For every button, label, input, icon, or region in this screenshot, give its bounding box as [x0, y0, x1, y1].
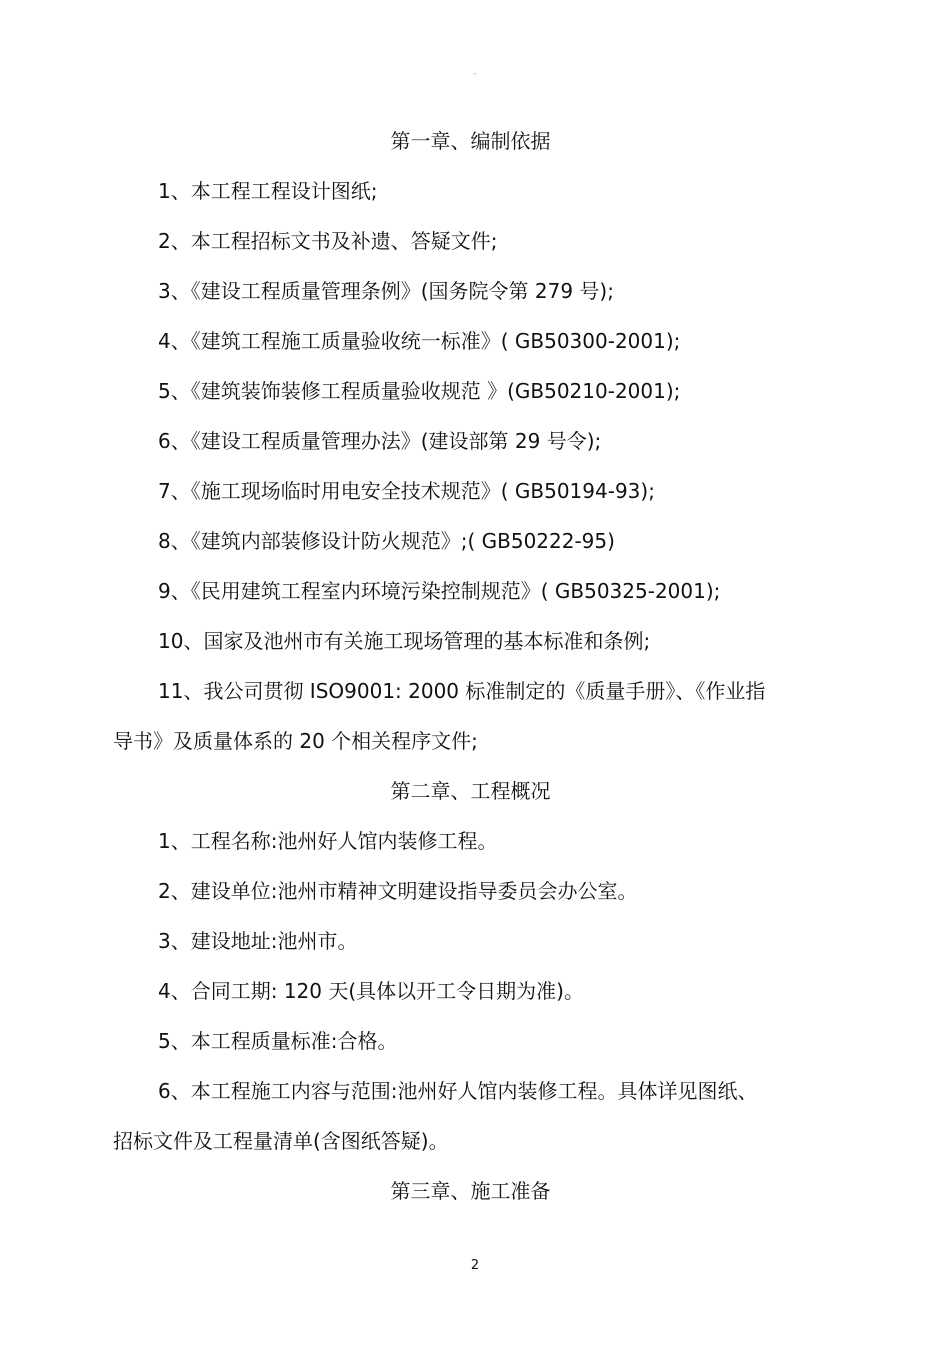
chapter-2-item-1: 1、工程名称:池州好人馆内装修工程。	[158, 829, 498, 853]
chapter-1-item-1: 1、本工程工程设计图纸;	[158, 179, 378, 203]
chapter-2-item-4: 4、合同工期: 120 天(具体以开工令日期为准)。	[158, 979, 584, 1003]
chapter-1-item-6: 6、《建设工程质量管理办法》(建设部第 29 号令);	[158, 429, 602, 453]
chapter-2-item-6: 6、本工程施工内容与范围:池州好人馆内装修工程。具体详见图纸、	[158, 1079, 758, 1103]
chapter-1-item-5: 5、《建筑装饰装修工程质量验收规范 》(GB50210-2001);	[158, 379, 681, 403]
chapter-1-title: 第一章、编制依据	[390, 129, 551, 153]
chapter-2-title: 第二章、工程概况	[390, 779, 551, 803]
chapter-1-item-9: 9、《民用建筑工程室内环境污染控制规范》( GB50325-2001);	[158, 579, 721, 603]
chapter-1-item-8: 8、《建筑内部装修设计防火规范》;( GB50222-95)	[158, 529, 615, 553]
chapter-2-item-6-continued: 招标文件及工程量清单(含图纸答疑)。	[113, 1129, 449, 1153]
page-number: 2	[470, 1258, 480, 1273]
document-body	[113, 116, 828, 1216]
chapter-1-item-2: 2、本工程招标文书及补遗、答疑文件;	[158, 229, 498, 253]
chapter-1-item-3: 3、《建设工程质量管理条例》(国务院令第 279 号);	[158, 279, 614, 303]
chapter-1-item-4: 4、《建筑工程施工质量验收统一标准》( GB50300-2001);	[158, 329, 681, 353]
chapter-2-item-3: 3、建设地址:池州市。	[158, 929, 358, 953]
chapter-3-title: 第三章、施工准备	[390, 1179, 551, 1203]
chapter-1-item-7: 7、《施工现场临时用电安全技术规范》( GB50194-93);	[158, 479, 655, 503]
chapter-1-item-10: 10、国家及池州市有关施工现场管理的基本标准和条例;	[158, 629, 651, 653]
chapter-1-item-11-continued: 导书》及质量体系的 20 个相关程序文件;	[113, 729, 478, 753]
chapter-2-item-5: 5、本工程质量标准:合格。	[158, 1029, 398, 1053]
chapter-1-item-11: 11、我公司贯彻 ISO9001: 2000 标准制定的《质量手册》、《作业指	[158, 679, 766, 703]
chapter-2-item-2: 2、建设单位:池州市精神文明建设指导委员会办公室。	[158, 879, 638, 903]
header-mark: -	[473, 69, 477, 79]
